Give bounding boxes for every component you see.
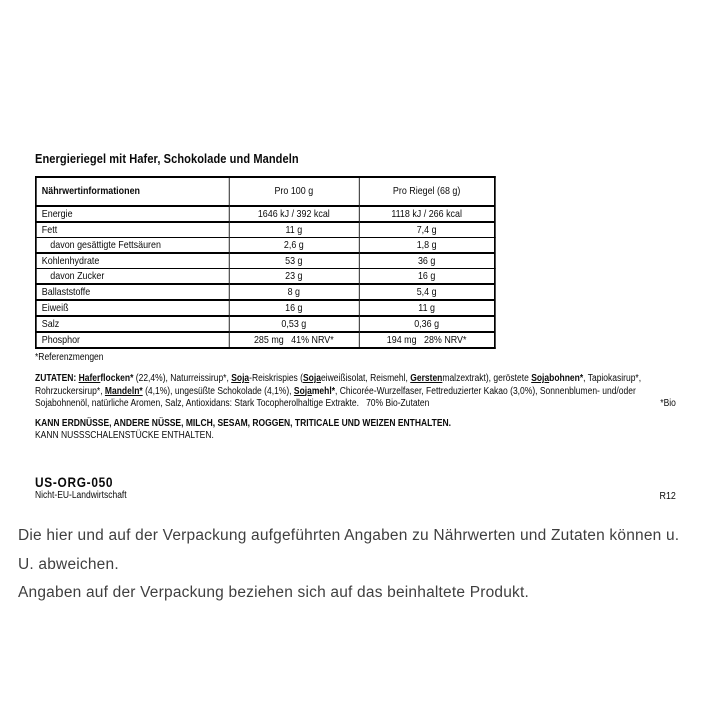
ingredient-segment: Soja: [303, 373, 321, 384]
col-header-nutrients: Nährwertinformationen: [36, 177, 229, 206]
shop-disclaimer: [18, 522, 698, 608]
ingredient-segment: , Tapiokasirup*, Rohrzuckersirup*,: [35, 373, 642, 397]
disclaimer-line-1: Die hier und auf der Verpackung aufgeführten Angaben zu Nährwerten und Zutaten können u. U. abweichen.: [18, 527, 680, 573]
table-row: [36, 332, 495, 348]
value-per-100g: 0,53 g: [229, 316, 359, 332]
table-row: [36, 206, 495, 222]
ingredients-paragraph: [35, 373, 676, 411]
ingredient-segment: (4,1%), ungesüßte Schokolade (4,1%),: [142, 385, 294, 397]
ingredient-segment: Soja: [531, 373, 550, 384]
nutrition-label: [35, 151, 676, 502]
value-per-100g: 8 g: [229, 284, 359, 300]
table-row: [36, 316, 495, 332]
value-per-bar: 194 mg 28% NRV*: [359, 332, 495, 348]
value-per-bar: 36 g: [359, 253, 495, 269]
ingredient-segment: eiweißisolat, Reismehl,: [320, 373, 411, 384]
value-per-bar: 1118 kJ / 266 kcal: [359, 206, 495, 222]
value-per-bar: 16 g: [359, 269, 495, 285]
nutrient-name: Kohlenhydrate: [36, 253, 229, 269]
allergen-warning-main: KANN ERDNÜSSE, ANDERE NÜSSE, MILCH, SESAM, ROGGEN, TRITICALE UND WEIZEN ENTHALTEN.: [35, 417, 452, 429]
disclaimer-line-2: Angaben auf der Verpackung beziehen sich auf das beinhaltete Produkt.: [18, 584, 530, 601]
value-per-bar: 5,4 g: [359, 284, 495, 300]
ingredient-segment: Gersten: [410, 373, 443, 384]
value-per-100g: 1646 kJ / 392 kcal: [229, 206, 359, 222]
allergen-warning-shell: KANN NUSSSCHALENSTÜCKE ENTHALTEN.: [35, 429, 214, 441]
nutrient-name: davon Zucker: [36, 269, 229, 285]
nutrient-name: Fett: [36, 222, 229, 238]
ingredient-segment: bohnen*: [549, 373, 584, 384]
organic-origin: Nicht-EU-Landwirtschaft: [35, 489, 127, 501]
table-row: [36, 253, 495, 269]
ingredient-segment: (22,4%), Naturreissirup*,: [133, 373, 232, 384]
value-per-100g: 285 mg 41% NRV*: [229, 332, 359, 348]
ingredient-segment: ZUTATEN:: [35, 373, 79, 384]
ingredient-segment: Soja: [231, 373, 250, 384]
nutrient-name: Energie: [36, 206, 229, 222]
ingredient-segment: malzextrakt), geröstete: [442, 373, 532, 384]
nutrient-name: davon gesättigte Fettsäuren: [36, 238, 229, 254]
value-per-100g: 16 g: [229, 300, 359, 316]
nutrient-name: Ballaststoffe: [36, 284, 229, 300]
ingredient-segment: Hafer: [78, 373, 101, 384]
revision-code: R12: [659, 489, 676, 502]
nutrient-name: Salz: [36, 316, 229, 332]
table-row: [36, 222, 495, 238]
col-header-per-100g: Pro 100 g: [229, 177, 359, 206]
reference-footnote: *Referenzmengen: [35, 352, 104, 363]
col-header-per-bar: Pro Riegel (68 g): [359, 177, 495, 206]
table-row: [36, 269, 495, 285]
table-row: [36, 300, 495, 316]
value-per-100g: 23 g: [229, 269, 359, 285]
value-per-100g: 53 g: [229, 253, 359, 269]
ingredient-segment: , Chicorée-Wurzelfaser, Fettreduzierter Kakao (3,0%), Sonnenblumen- und/oder Sojabohnenöl, natürliche Aromen, Salz, Antioxidans: Stark Tocopherolhaltige Extrakte. 70% Bio-Zutaten: [35, 385, 636, 409]
ingredient-segment: Soja: [293, 385, 312, 397]
value-per-bar: 0,36 g: [359, 316, 495, 332]
ingredient-segment: Mandeln*: [104, 385, 143, 397]
value-per-100g: 2,6 g: [229, 238, 359, 254]
value-per-bar: 11 g: [359, 300, 495, 316]
allergen-warnings: [35, 418, 676, 442]
ingredient-segment: flocken*: [100, 373, 134, 384]
table-row: [36, 238, 495, 254]
bio-footnote: *Bio: [660, 398, 676, 409]
ingredient-segment: mehl*: [311, 385, 336, 397]
table-header-row: [36, 177, 495, 206]
product-title: Energieriegel mit Hafer, Schokolade und Mandeln: [35, 151, 299, 166]
value-per-bar: 1,8 g: [359, 238, 495, 254]
table-row: [36, 284, 495, 300]
ingredient-segment: -Reiskrispies (: [249, 373, 304, 384]
nutrient-name: Phosphor: [36, 332, 229, 348]
organic-certification: [35, 475, 676, 502]
nutrient-name: Eiweiß: [36, 300, 229, 316]
value-per-bar: 7,4 g: [359, 222, 495, 238]
value-per-100g: 11 g: [229, 222, 359, 238]
nutrition-table: [35, 176, 496, 349]
organic-code: US-ORG-050: [35, 473, 114, 490]
